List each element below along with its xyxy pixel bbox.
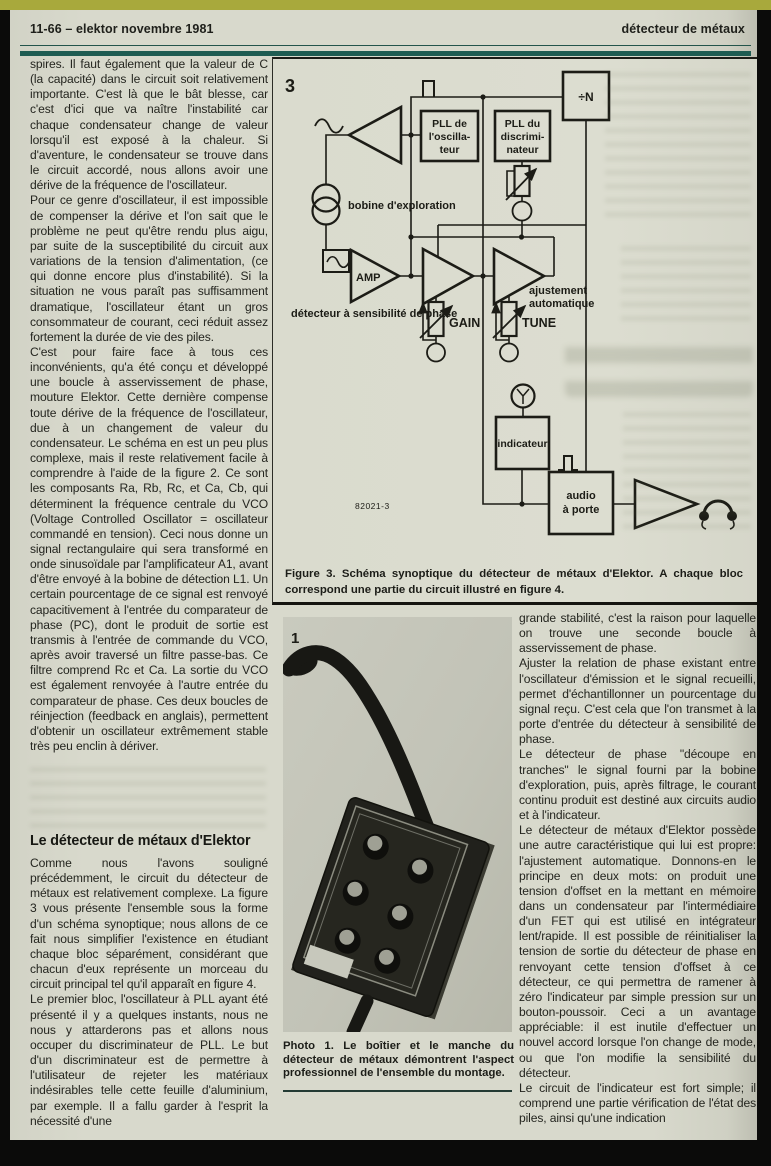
magazine-page xyxy=(10,10,757,1140)
pll-discriminator-label: discrimi- xyxy=(500,131,545,143)
header-rule-thin xyxy=(20,45,751,46)
paragraph: C'est pour faire face à tous ces inconvénients, qu'a été conçu et développé une boucle à asservissement de phase, mouture Elektor. Cette dernière compense toute dérive de la fréquence de l'oscillateur, due à un changement de valeur du condensateur. Le schéma en est un peu plus complexe, mais il reste relativement facile à comprendre à l'aide de la figure 2. Ce sont les composants Ra, Rb, Rc, et Ca, Cb, qui déterminent la fréquence centrale du VCO (Voltage Controlled Oscillator = oscillateur commandé en tension). Ceci nous donne un signal rectangulaire qui sera transformé en onde sinusoïdale par l'amplificateur A1, avant d'être envoyé à la bobine de détection L1. Un certain pourcentage de ce signal est renvoyé capacitivement à l'entrée du comparateur de phase (PC), dont le produit de sortie est transmis à l'entrée de commande du VCO, après avoir traversé un filtre passe-bas. Ce filtre comprend Rc et Ca. La sortie du VCO est également renvoyée à l'autre entrée du comparateur de phase. Ces deux boucles de réinjection (feedback en anglais), permettent d'obtenir un oscillateur extrêmement stable très peu enclin à dériver. xyxy=(30,344,268,754)
paragraph: spires. Il faut également que la valeur de C (la capacité) dans le circuit soit relativement importante. C'est là que le bât blesse, car c'est d'ici que va naître l'instabilité car chaque condensateur change de valeur lorsqu'il est exposé à la chaleur. Si d'aventure, le condensateur se trouve dans le circuit accordé, nous allons avoir une dérive de la fréquence de l'oscillateur. xyxy=(30,57,268,193)
figure3-region xyxy=(272,57,757,605)
paragraph: grande stabilité, c'est la raison pour laquelle on trouve une seconde boucle à asservissement de phase. xyxy=(519,611,756,656)
photo-caption-rule xyxy=(283,1090,512,1092)
sine-icon xyxy=(315,119,343,133)
headphones-icon xyxy=(699,501,737,529)
auto-adjust-label: ajustement xyxy=(529,285,588,297)
phase-detector-label: détecteur à sensibilité de phase xyxy=(291,308,458,320)
pll-oscillator-label: l'oscilla- xyxy=(428,131,471,143)
pll-discriminator-label: PLL du xyxy=(504,118,541,130)
audio-gate-label: à porte xyxy=(562,504,600,516)
paragraph: Le premier bloc, l'oscillateur à PLL ayant été présenté il y a quelques instants, nous ne nous y attarderons pas et allons nous occuper du discriminateur de PLL. Le but d'un discriminateur est de permettre à l'utilisateur de rejeter les matériaux indésirables telle cette feuille d'aluminium, par exemple. Il a fallu garder à l'esprit la nécessité d'une xyxy=(30,992,268,1128)
paragraph: Le détecteur de phase "découpe en tranches" le signal fourni par la bobine d'exploration, puis, après filtrage, le courant continu produit est destiné aux circuits audio et à l'indicateur. xyxy=(519,747,756,823)
divide-by-n-label: ÷N xyxy=(578,90,594,104)
paragraph: Ajuster la relation de phase existant entre l'oscillateur d'émission et le signal recueilli, permet d'échantillonner un pourcentage du signal reçu. C'est cela que l'on transmet à la porte d'entrée du détecteur à sensibilité de phase. xyxy=(519,656,756,747)
page-header xyxy=(20,22,749,40)
block-diagram xyxy=(273,59,757,565)
header-rule-teal xyxy=(20,51,751,56)
tune-pot-icon xyxy=(493,302,525,362)
gain-label: GAIN xyxy=(449,316,481,330)
phase-detector-triangle xyxy=(423,249,473,304)
indicator-label: indicateur xyxy=(497,438,548,450)
amp-label: AMP xyxy=(356,272,381,284)
tune-label: TUNE xyxy=(522,316,557,330)
pulse-icon xyxy=(423,81,434,97)
pll-oscillator-label: teur xyxy=(439,144,460,156)
oscillator-amp-triangle xyxy=(349,107,401,163)
pll-oscillator-label: PLL de xyxy=(432,118,467,130)
pulse-icon xyxy=(558,456,578,470)
article-running-title: détecteur de métaux xyxy=(621,22,745,36)
audio-gate-box xyxy=(549,472,613,534)
figure-caption: Figure 3. Schéma synoptique du détecteur de métaux d'Elektor. A chaque bloc correspond une partie du circuit illustré en figure 4. xyxy=(285,568,743,596)
photo-caption: Photo 1. Le boîtier et le manche du détecteur de métaux démontrent l'aspect professionnel de l'ensemble du montage. xyxy=(283,1040,514,1080)
audio-gate-label: audio xyxy=(566,490,596,502)
paragraph: Pour ce genre d'oscillateur, il est impossible de compenser la dérive et l'on sait que le problème ne peut qu'être rendu plus aigu, par suite de la susceptibilité du circuit aux variations de la tension d'alimentation, (ce qui donne encore plus d'instabilité). Si la situation ne vous paraît pas suffisamment dramatique, l'oscillateur étant un gros consommateur de courant, ceci réduit assez fortement la durée de vie des piles. xyxy=(30,193,268,344)
discriminator-pot-icon xyxy=(506,166,536,221)
coil-label: bobine d'exploration xyxy=(348,200,456,212)
right-column xyxy=(519,611,756,1140)
metal-detector-photo xyxy=(283,617,512,1032)
schematic-part-number: 82021-3 xyxy=(355,501,390,511)
page-number-issue: 11-66 – elektor novembre 1981 xyxy=(30,22,214,36)
pll-discriminator-label: nateur xyxy=(506,144,539,156)
meter-icon xyxy=(512,385,535,408)
photo-number: 1 xyxy=(291,630,300,647)
left-column xyxy=(30,57,268,759)
exploration-coil-icon xyxy=(313,185,340,225)
paragraph: Comme nous l'avons souligné précédemment, le circuit du détecteur de métaux est relativement complexe. La figure 3 vous présente l'ensemble sous la forme d'un schéma synoptique; nous allons de ce fait nous simplifier l'existence en étudiant chaque bloc séparément, considérant que chacun d'eux représente un morceau du circuit principal tel qu'il apparaît en figure 4. xyxy=(30,856,268,992)
print-bleed-through xyxy=(30,758,266,828)
output-amp-triangle xyxy=(635,480,697,528)
figure-number: 3 xyxy=(285,76,296,96)
diagram-wires xyxy=(326,81,635,504)
left-column-lower xyxy=(30,833,268,1140)
auto-adjust-label: automatique xyxy=(529,298,595,310)
paragraph: Le détecteur de métaux d'Elektor possède une autre caractéristique qui lui est propre: l'ajustement automatique. Donnons-en le principe en deux mots: on produit une tension d'offset en la mettant en mémoire dans un condensateur par l'intermédiaire d'un FET qui est utilisé en intégrateur lent/rapide. Il est possible de réinitialiser la tension de sortie du détecteur de phase en renvoyant cette tension d'offset à ce détecteur, ce qui permettra de ramener à zéro l'indicateur par simple pression sur un bouton-poussoir. Ceci a un avantage appréciable: il est inutile d'effectuer un nouvel accord lorsque l'on change de mode, ou que l'on modifie la sensibilité du détecteur. xyxy=(519,823,756,1080)
sine-icon xyxy=(327,257,349,268)
section-heading: Le détecteur de métaux d'Elektor xyxy=(30,833,251,849)
paragraph: Le circuit de l'indicateur est fort simple; il comprend une partie vérification de l'état des piles, ainsi qu'une indication xyxy=(519,1080,756,1126)
page-top-band xyxy=(0,0,771,10)
photo1-region xyxy=(283,617,512,1032)
